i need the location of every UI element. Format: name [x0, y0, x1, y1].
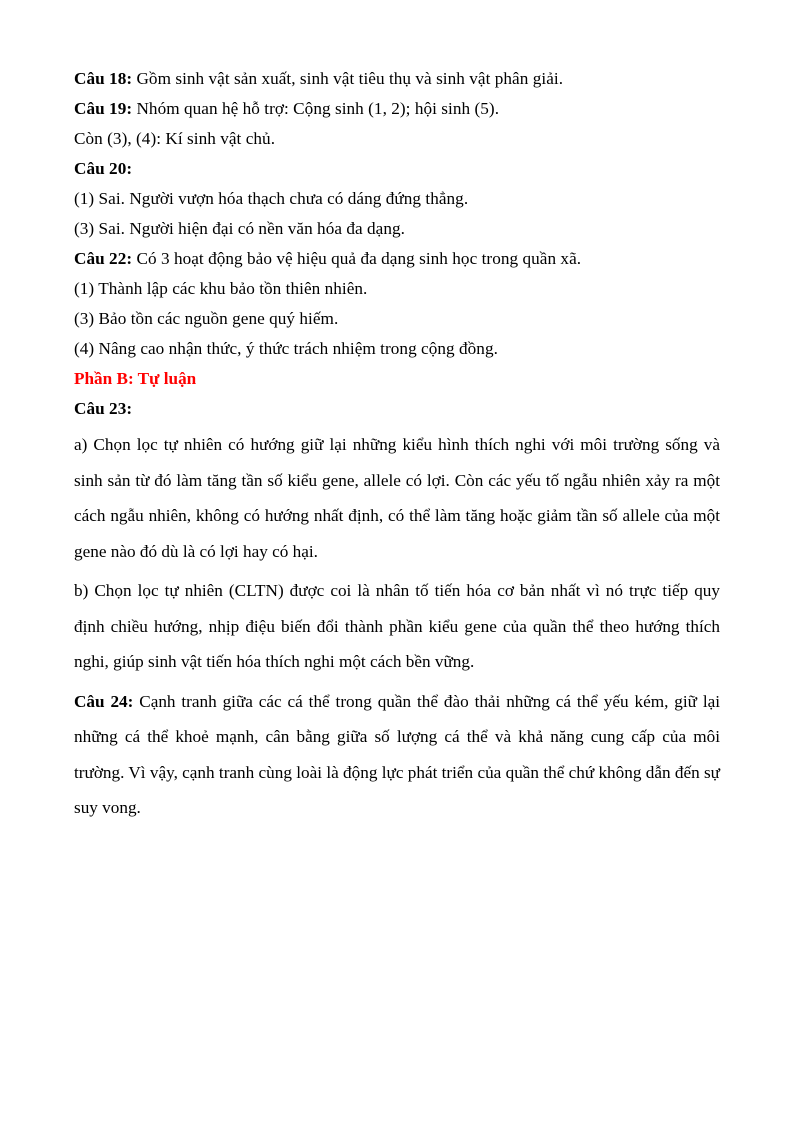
answer-line-cau20 [74, 154, 720, 184]
answer-text-cau24: Cạnh tranh giữa các cá thể trong quần thể đào thải những cá thể yếu kém, giữ lại những cá thể khoẻ mạnh, cân bằng giữa số lượng cá thể và khả năng cung cấp của môi trường. Vì vậy, cạnh tranh cùng loài là động lực phát triển của quần thể chứ không dẫn đến sự suy vong. [74, 691, 720, 817]
answer-line-cau22-item1 [74, 274, 720, 304]
document-content [74, 64, 720, 826]
answer-line-cau23 [74, 394, 720, 424]
answer-text-cau20-item3: (3) Sai. Người hiện đại có nền văn hóa đa dạng. [74, 219, 405, 238]
question-label-cau20: Câu 20: [74, 159, 133, 178]
answer-paragraph-cau24 [74, 684, 720, 826]
answer-line-cau22 [74, 244, 720, 274]
answer-line-cau19 [74, 94, 720, 124]
answer-text-cau19: Nhóm quan hệ hỗ trợ: Cộng sinh (1, 2); hội sinh (5). [132, 99, 500, 118]
answer-text-cau20-item1: (1) Sai. Người vượn hóa thạch chưa có dáng đứng thẳng. [74, 189, 469, 208]
answer-line-cau22-item3 [74, 304, 720, 334]
answer-text-cau22: Có 3 hoạt động bảo vệ hiệu quả đa dạng sinh học trong quần xã. [132, 249, 582, 268]
answer-text-cau22-item4: (4) Nâng cao nhận thức, ý thức trách nhiệm trong cộng đồng. [74, 339, 498, 358]
answer-text-cau22-item1: (1) Thành lập các khu bảo tồn thiên nhiên. [74, 279, 368, 298]
question-label-cau18: Câu 18: [74, 69, 133, 88]
answer-line-cau22-item4 [74, 334, 720, 364]
question-label-cau24: Câu 24: [74, 691, 134, 711]
question-label-cau22: Câu 22: [74, 249, 133, 268]
answer-line-cau20-item1 [74, 184, 720, 214]
answer-line-cau20-item3 [74, 214, 720, 244]
answer-paragraph-cau23-b: b) Chọn lọc tự nhiên (CLTN) được coi là nhân tố tiến hóa cơ bản nhất vì nó trực tiếp quy định chiều hướng, nhịp điệu biến đổi thành phần kiểu gene của quần thể theo hướng thích nghi, giúp sinh vật tiến hóa thích nghi một cách bền vững. [74, 581, 720, 671]
answer-text-cau18: Gồm sinh vật sản xuất, sinh vật tiêu thụ và sinh vật phân giải. [132, 69, 564, 88]
answer-line-cau19-note [74, 124, 720, 154]
answer-line-cau18 [74, 64, 720, 94]
question-label-cau23: Câu 23: [74, 399, 133, 418]
section-heading-phan-b: Phần B: Tự luận [74, 369, 197, 388]
answer-text-cau19-note: Còn (3), (4): Kí sinh vật chủ. [74, 129, 276, 148]
question-label-cau19: Câu 19: [74, 99, 133, 118]
answer-text-cau22-item3: (3) Bảo tồn các nguồn gene quý hiếm. [74, 309, 339, 328]
answer-paragraph-cau23-a: a) Chọn lọc tự nhiên có hướng giữ lại những kiểu hình thích nghi với môi trường sống và sinh sản từ đó làm tăng tần số kiểu gene, allele có lợi. Còn các yếu tố ngẫu nhiên xảy ra một cách ngẫu nhiên, không có hướng nhất định, có thể làm tăng hoặc giảm tần số allele của một gene nào đó dù là có lợi hay có hại. [74, 435, 720, 561]
